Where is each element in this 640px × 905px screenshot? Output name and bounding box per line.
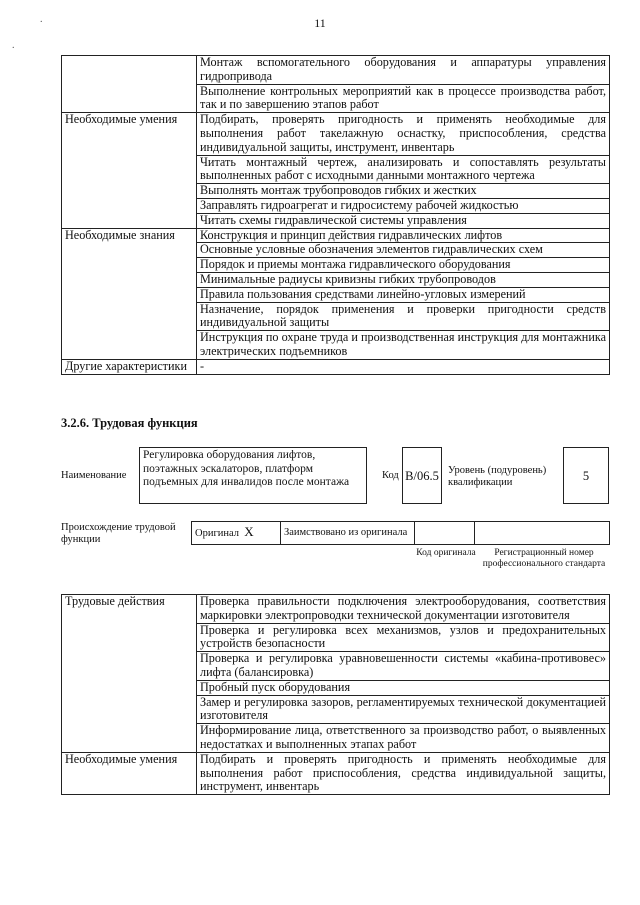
- row-label: Необходимые знания: [62, 228, 197, 359]
- level-value-box: [563, 447, 609, 504]
- labor-actions-table: [61, 594, 610, 795]
- registration-number-cell: [475, 522, 610, 545]
- function-name-value: Регулировка оборудования лифтов, поэтажных эскалаторов, платформ подъемных для инвалидов после монтажа: [143, 449, 350, 488]
- origin-label: Происхождение трудовой функции: [61, 522, 176, 545]
- function-name-box: [139, 447, 367, 504]
- table-cell: Заправлять гидроагрегат и гидросистему рабочей жидкостью: [197, 198, 610, 213]
- table-cell: -: [197, 359, 610, 374]
- table-cell: Пробный пуск оборудования: [197, 680, 610, 695]
- original-code-cell: [415, 522, 475, 545]
- level-label: Уровень (подуровень) квалификации: [448, 465, 547, 488]
- scan-dot-mark: .: [12, 40, 15, 51]
- table-cell: Читать монтажный чертеж, анализировать и сопоставлять результаты выполненных работ с исходными данными монтажного чертежа: [197, 155, 610, 184]
- skills-knowledge-table: [61, 55, 610, 375]
- code-label: Код: [382, 470, 399, 481]
- table-cell: Конструкция и принцип действия гидравлических лифтов: [197, 228, 610, 243]
- table-row: [62, 595, 610, 624]
- table-cell: Выполнять монтаж трубопроводов гибких и жестких: [197, 184, 610, 199]
- row-label: Необходимые умения: [62, 752, 197, 794]
- table-cell: Правила пользования средствами линейно-угловых измерений: [197, 287, 610, 302]
- scan-dot-mark: .: [40, 14, 43, 25]
- table-row: [62, 56, 610, 85]
- table-cell: Подбирать, проверять пригодность и применять необходимые для выполнения работ такелажную оснастку, приспособления, средства индивидуальной защиты, инструмент, инвентарь: [197, 113, 610, 155]
- original-label: Оригинал: [195, 528, 239, 540]
- table-cell: Монтаж вспомогательного оборудования и аппаратуры управления гидропривода: [197, 56, 610, 85]
- level-value: 5: [582, 469, 590, 483]
- borrowed-label: Заимствовано из оригинала: [284, 527, 408, 539]
- table-row: [62, 359, 610, 374]
- table-cell: Назначение, порядок применения и проверки пригодности средств индивидуальной защиты: [197, 302, 610, 331]
- table-cell: Читать схемы гидравлической системы управления: [197, 213, 610, 228]
- table-cell: Информирование лица, ответственного за производство работ, о выявленных недостатках и выполненных этапах работ: [197, 724, 610, 753]
- table-row: [62, 752, 610, 794]
- row-label: [62, 56, 197, 113]
- name-label: Наименование: [61, 470, 127, 481]
- table-cell: Проверка и регулировка всех механизмов, узлов и предохранительных устройств безопасности: [197, 623, 610, 652]
- table-cell: Порядок и приемы монтажа гидравлического оборудования: [197, 258, 610, 273]
- table-cell: Замер и регулировка зазоров, регламентируемых технической документацией изготовителя: [197, 695, 610, 724]
- table-cell: Проверка и регулировка уравновешенности системы «кабина-противовес» лифта (балансировка): [197, 652, 610, 681]
- table-cell: Проверка правильности подключения электрооборудования, соответствия маркировки электропроводки технической документации изготовителя: [197, 595, 610, 624]
- table-cell: Минимальные радиусы кривизны гибких трубопроводов: [197, 272, 610, 287]
- registration-caption: Регистрационный номер профессионального стандарта: [482, 548, 606, 569]
- table-row: [62, 228, 610, 243]
- original-cell: [192, 522, 281, 545]
- table-cell: Выполнение контрольных мероприятий как в процессе производства работ, так и по завершению этапов работ: [197, 84, 610, 113]
- original-mark: X: [244, 524, 254, 540]
- row-label: Другие характеристики: [62, 359, 197, 374]
- table-cell: Основные условные обозначения элементов гидравлических схем: [197, 243, 610, 258]
- origin-table: [191, 521, 610, 545]
- row-label: Необходимые умения: [62, 113, 197, 228]
- borrowed-cell: [281, 522, 415, 545]
- table-cell: Инструкция по охране труда и производственная инструкция для монтажника электрических подъемников: [197, 331, 610, 360]
- section-title: 3.2.6. Трудовая функция: [61, 416, 198, 430]
- code-value: B/06.5: [405, 469, 439, 483]
- code-value-box: [402, 447, 442, 504]
- page-number: 11: [314, 16, 326, 30]
- table-cell: Подбирать и проверять пригодность и применять необходимые для выполнения работ приспособления, средства индивидуальной защиты, инструмент, инвентарь: [197, 752, 610, 794]
- code-caption: Код оригинала: [416, 548, 476, 558]
- row-label: Трудовые действия: [62, 595, 197, 753]
- table-row: [62, 113, 610, 155]
